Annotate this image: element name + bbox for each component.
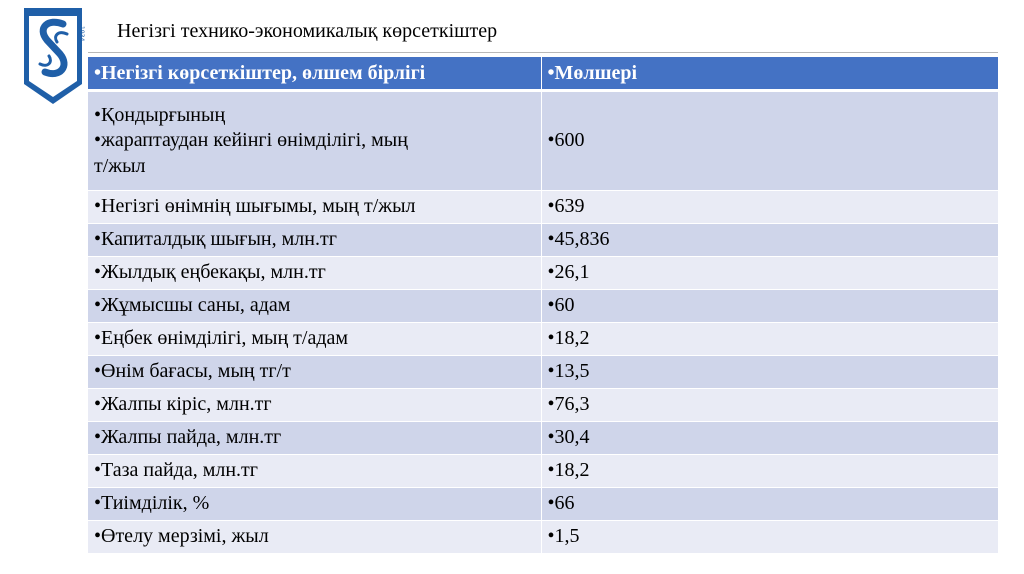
table-row: [88, 191, 998, 224]
title-divider: [88, 52, 998, 53]
row-label-line: •Қондырғының: [94, 103, 226, 126]
row-label: •Жұмысшы саны, адам: [88, 290, 541, 323]
table-row: [88, 422, 998, 455]
table-row: [88, 257, 998, 290]
row-value: •26,1: [541, 257, 998, 290]
table-row: [88, 488, 998, 521]
row-value: •45,836: [541, 224, 998, 257]
row-label: •Жылдық еңбекақы, млн.тг: [88, 257, 541, 290]
row-label: •Таза пайда, млн.тг: [88, 455, 541, 488]
row-value: •18,2: [541, 323, 998, 356]
row-label-line: •жараптаудан кейінгі өнімділігі, мың: [94, 129, 408, 152]
row-value: •600: [541, 91, 998, 191]
row-label: [88, 91, 541, 191]
row-value: •1,5: [541, 521, 998, 554]
row-label: •Өтелу мерзімі, жыл: [88, 521, 541, 554]
row-value: •639: [541, 191, 998, 224]
indicators-table: [88, 57, 999, 554]
table-row: [88, 356, 998, 389]
table-row: [88, 323, 998, 356]
row-value: •18,2: [541, 455, 998, 488]
row-label: •Жалпы кіріс, млн.тг: [88, 389, 541, 422]
row-label-line: т/жыл: [94, 154, 146, 177]
table-row: [88, 389, 998, 422]
row-value: •66: [541, 488, 998, 521]
table-row: [88, 290, 998, 323]
row-label: •Капиталдық шығын, млн.тг: [88, 224, 541, 257]
row-value: •30,4: [541, 422, 998, 455]
row-label: •Тиімділік, %: [88, 488, 541, 521]
header-amount: •Мөлшері: [541, 57, 998, 91]
row-value: •60: [541, 290, 998, 323]
university-logo: [20, 4, 86, 108]
logo-year: 1934: [78, 26, 85, 42]
row-label: •Еңбек өнімділігі, мың т/адам: [88, 323, 541, 356]
table-row: [88, 224, 998, 257]
row-label: •Өнім бағасы, мың тг/т: [88, 356, 541, 389]
row-label: •Негізгі өнімнің шығымы, мың т/жыл: [88, 191, 541, 224]
university-logo-icon: [20, 4, 86, 108]
header-indicator: •Негізгі көрсеткіштер, өлшем бірлігі: [88, 57, 541, 91]
table-row: [88, 455, 998, 488]
slide-title: Негізгі технико-экономикалық көрсеткіштер: [117, 20, 498, 42]
table-row: [88, 91, 998, 191]
table-header-row: [88, 57, 998, 91]
row-label: •Жалпы пайда, млн.тг: [88, 422, 541, 455]
row-value: •13,5: [541, 356, 998, 389]
row-value: •76,3: [541, 389, 998, 422]
table-row: [88, 521, 998, 554]
